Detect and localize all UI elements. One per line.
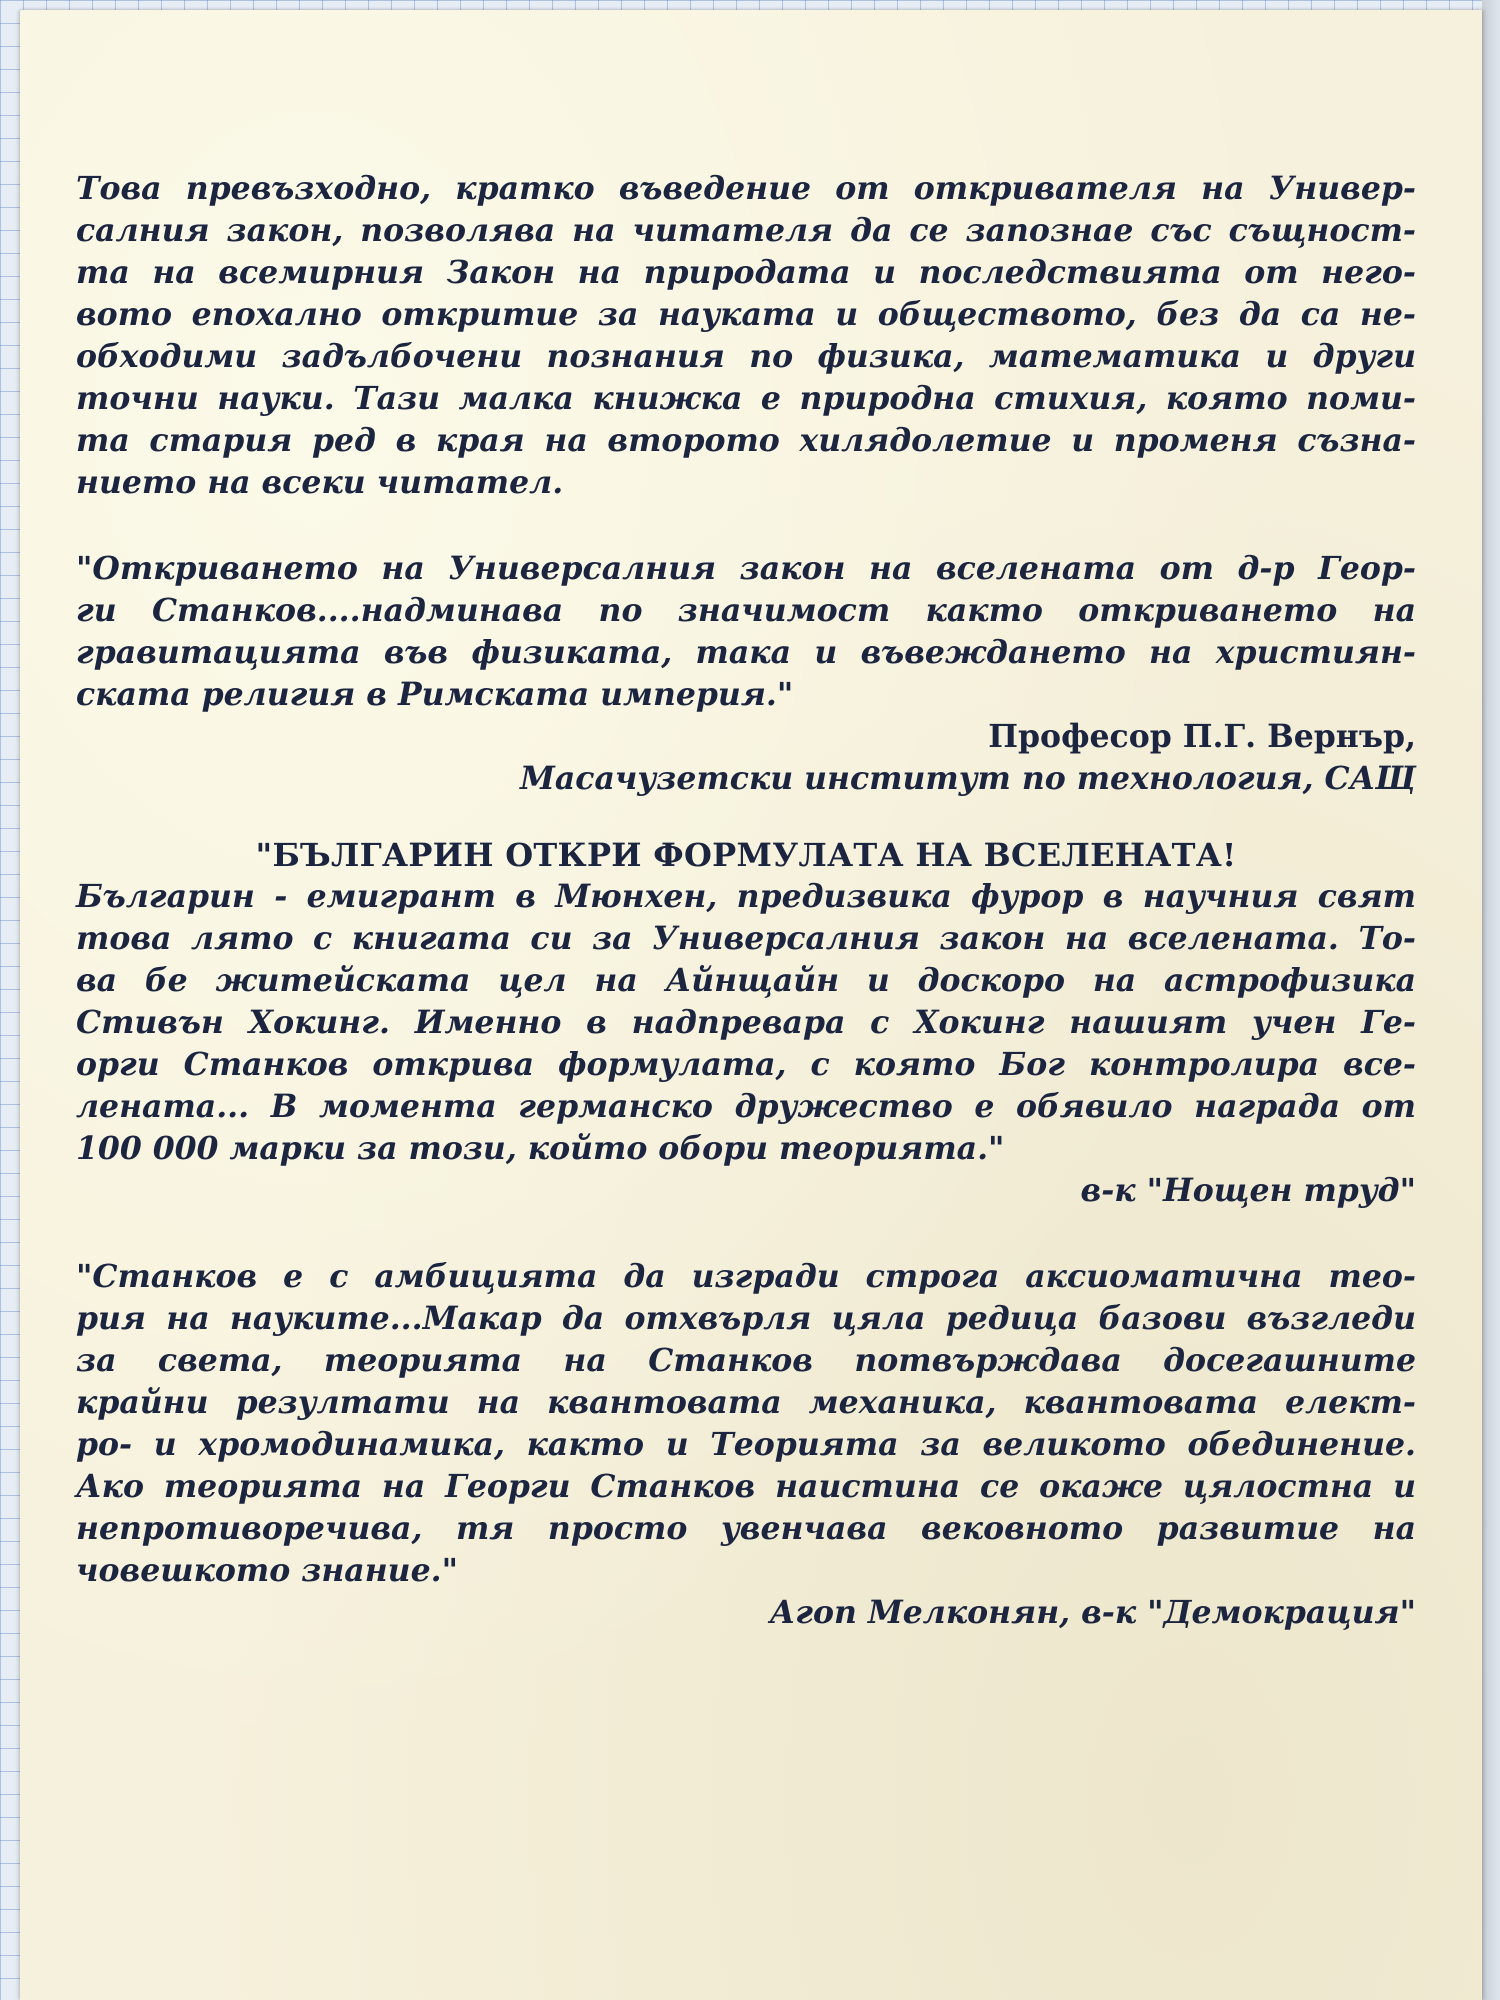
text-line: рия на науките...Макар да отхвърля цяла редица базови възгледи: [76, 1300, 1416, 1337]
text-line: това лято с книгата си за Универсалния закон на вселената. То-: [76, 920, 1416, 957]
text-line: точни науки. Тази малка книжка е природна стихия, която поми-: [76, 380, 1416, 417]
text-line: нието на всеки читател.: [76, 464, 564, 501]
text-line: "Станков е с амбицията да изгради строга аксиоматична тео-: [76, 1258, 1416, 1295]
text-line: вото епохално откритие за науката и обществото, без да са не-: [76, 296, 1416, 333]
text-line: орги Станков открива формулата, с която Бог контролира все-: [76, 1046, 1416, 1083]
news-headline: "БЪЛГАРИН ОТКРИ ФОРМУЛАТА НА ВСЕЛЕНАТА!: [255, 836, 1237, 874]
quote-nosthten-trud: [76, 876, 1416, 1170]
text-line: обходими задълбочени познания по физика, математика и други: [76, 338, 1416, 375]
text-line: ро- и хромодинамика, както и Теорията за великото обединение.: [76, 1426, 1416, 1463]
text-line: ги Станков....надминава по значимост както откриването на: [76, 592, 1416, 629]
text-line: крайни резултати на квантовата механика, квантовата елект-: [76, 1384, 1416, 1421]
book-back-cover: [20, 10, 1482, 2000]
cover-text: [76, 168, 1416, 1634]
quote-source: Агоп Мелконян, в-к "Демокрация": [769, 1594, 1416, 1631]
text-line: гравитацията във физиката, така и въвеждането на християн-: [76, 634, 1416, 671]
text-line: 100 000 марки за този, който обори теорията.": [76, 1130, 1005, 1167]
text-line: та на всемирния Закон на природата и последствията от него-: [76, 254, 1416, 291]
quote-demokratsia: [76, 1256, 1416, 1592]
quote-source: в-к "Нощен труд": [1080, 1172, 1416, 1209]
page-edge: [1482, 0, 1500, 2000]
text-line: Стивън Хокинг. Именно в надпревара с Хокинг нашият учен Ге-: [76, 1004, 1416, 1041]
text-line: салния закон, позволява на читателя да се запознае със същност-: [76, 212, 1416, 249]
quote-werner: [76, 548, 1416, 716]
intro-paragraph: [76, 168, 1416, 504]
text-line: Това превъзходно, кратко въведение от откривателя на Универ-: [76, 170, 1416, 207]
text-line: лената... В момента германско дружество е обявило награда от: [76, 1088, 1416, 1125]
text-line: човешкото знание.": [76, 1552, 458, 1589]
quote-author: Професор П.Г. Вернър,: [988, 718, 1416, 755]
text-line: "Откриването на Универсалния закон на вселената от д-р Геор-: [76, 550, 1416, 587]
text-line: за света, теорията на Станков потвърждава досегашните: [76, 1342, 1416, 1379]
text-line: ва бе житейската цел на Айнщайн и доскоро на астрофизика: [76, 962, 1416, 999]
text-line: ската религия в Римската империя.": [76, 676, 794, 713]
text-line: Българин - емигрант в Мюнхен, предизвика фурор в научния свят: [76, 878, 1416, 915]
text-line: Ако теорията на Георги Станков наистина се окаже цялостна и: [76, 1468, 1416, 1505]
quote-institution: Масачузетски институт по технология, САЩ: [520, 760, 1416, 797]
text-line: та стария ред в края на второто хилядолетие и променя съзна-: [76, 422, 1416, 459]
text-line: непротиворечива, тя просто увенчава вековното развитие на: [76, 1510, 1416, 1547]
